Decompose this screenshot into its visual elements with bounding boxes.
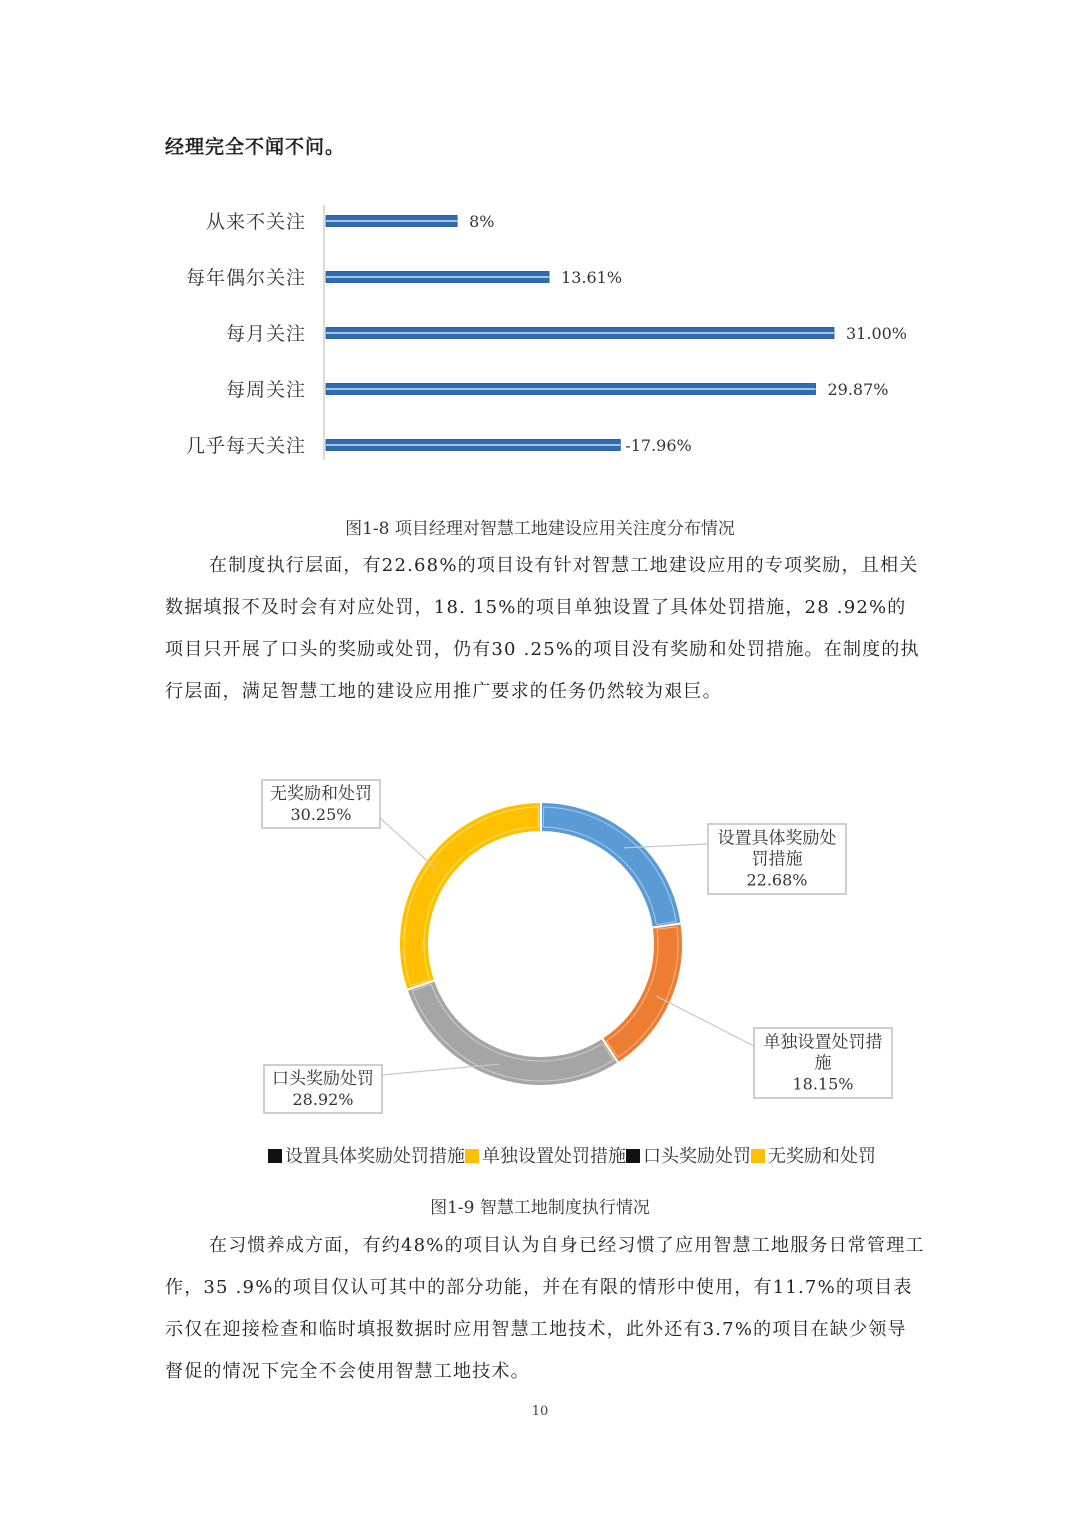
bar-value-label: 31.00% <box>846 324 908 343</box>
donut-chart <box>250 770 910 1120</box>
bar-chart <box>160 195 940 475</box>
callout-value: 18.15% <box>792 1074 854 1094</box>
legend-item-4 <box>751 1146 876 1167</box>
legend-label-3: 口头奖励处罚 <box>643 1146 751 1167</box>
legend-label-1: 设置具体奖励处罚措施 <box>285 1146 465 1167</box>
figure-caption-1-9: 图1-9 智慧工地制度执行情况 <box>430 1198 650 1218</box>
bar-category-label: 每年偶尔关注 <box>185 267 306 289</box>
lead-text: 经理完全不闻不问。 <box>165 136 346 158</box>
callout-label: 罚措施 <box>751 849 803 870</box>
page-number: 10 <box>531 1404 549 1419</box>
legend-label-4: 无奖励和处罚 <box>768 1146 876 1167</box>
callout-leader-line <box>380 818 438 870</box>
paragraph-institution <box>165 545 925 713</box>
legend-item-2 <box>465 1146 626 1167</box>
legend-item-3 <box>626 1146 751 1167</box>
callout-value: 22.68% <box>746 870 808 890</box>
callout-label: 施 <box>814 1053 832 1074</box>
callout-label: 口头奖励处罚 <box>272 1069 374 1089</box>
donut-slice <box>541 802 681 928</box>
legend-label-2: 单独设置处罚措施 <box>482 1146 626 1167</box>
bar-value-label: 13.61% <box>561 268 623 287</box>
figure-caption-1-8: 图1-8 项目经理对智慧工地建设应用关注度分布情况 <box>345 519 735 539</box>
legend-swatch-4 <box>751 1149 765 1163</box>
bar-category-label: 从来不关注 <box>205 211 306 233</box>
callout-label: 无奖励和处罚 <box>270 784 372 804</box>
bar-category-label: 每周关注 <box>225 379 306 401</box>
donut-legend <box>268 1142 876 1168</box>
paragraph-habit <box>165 1225 925 1393</box>
bar-value-label: 29.87% <box>827 380 889 399</box>
legend-swatch-3 <box>626 1149 640 1163</box>
legend-item-1 <box>268 1146 465 1167</box>
donut-slice <box>602 923 683 1063</box>
callout-value: 30.25% <box>290 805 352 824</box>
callout-label: 设置具体奖励处 <box>717 828 837 849</box>
legend-swatch-2 <box>465 1149 479 1163</box>
legend-swatch-1 <box>268 1149 282 1163</box>
bar-category-label: 每月关注 <box>225 323 306 345</box>
paragraph-habit-text: 在习惯养成方面，有约48%的项目认为自身已经习惯了应用智慧工地服务日常管理工作，35 .9%的项目仅认可其中的部分功能，并在有限的情形中使用，有11.7%的项目表示仅在迎接检查和临时填报数据时应用智慧工地技术，此外还有3.7%的项目在缺少领导督促的情况下完全不会使用智慧工地技术。 <box>165 1235 925 1382</box>
callout-label: 单独设置处罚措 <box>763 1032 883 1053</box>
paragraph-institution-text: 在制度执行层面，有22.68%的项目设有针对智慧工地建设应用的专项奖励，且相关数据填报不及时会有对应处罚，18. 15%的项目单独设置了具体处罚措施，28 .92%的项目只开展了口头的奖励或处罚，仍有30 .25%的项目没有奖励和处罚措施。在制度的执行层面，满足智慧工地的建设应用推广要求的任务仍然较为艰巨。 <box>165 555 920 702</box>
callout-value: 28.92% <box>292 1090 354 1109</box>
donut-slice <box>399 802 541 990</box>
bar-value-label: -17.96% <box>625 436 692 455</box>
callout-leader-line <box>657 996 754 1046</box>
bar-value-label: 8% <box>469 212 495 231</box>
bar-category-label: 几乎每天关注 <box>185 435 306 457</box>
